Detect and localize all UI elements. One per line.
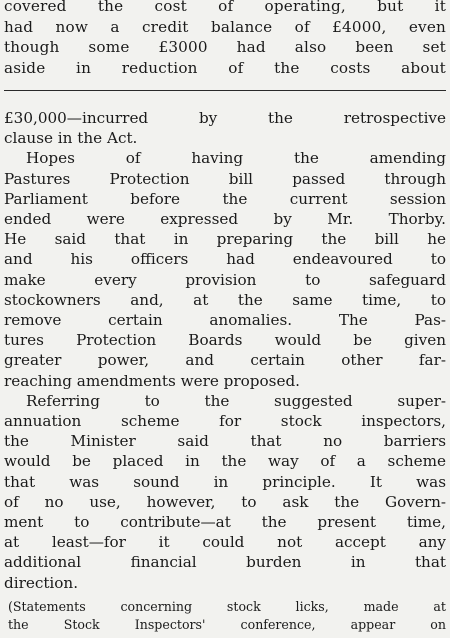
text-line: had now a credit balance of £4000, even <box>4 17 446 36</box>
text-line: reaching amendments were proposed. <box>4 371 301 390</box>
text-line: direction. <box>4 573 79 592</box>
text-line: He said that in preparing the bill he <box>4 230 446 249</box>
text-line: tures Protection Boards would be given <box>4 331 446 350</box>
text-line: aside in reduction of the costs about <box>4 58 446 77</box>
text-line: would be placed in the way of a scheme <box>4 452 446 471</box>
column-divider <box>4 90 446 91</box>
editor-note <box>4 598 446 634</box>
text-line: Parliament before the current session <box>4 189 446 208</box>
text-line: annuation scheme for stock inspectors, <box>4 412 446 431</box>
text-line: greater power, and certain other far- <box>4 351 446 370</box>
text-line: the Minister said that no barriers <box>4 432 446 451</box>
text-line: ended were expressed by Mr. Thorby. <box>4 210 446 229</box>
text-line: clause in the Act. <box>4 129 138 148</box>
text-line: additional financial burden in that <box>4 553 446 572</box>
top-text-fragment <box>4 0 446 78</box>
note-line: the Stock Inspectors' conference, appear on <box>8 617 446 632</box>
text-line: ment to contribute—at the present time, <box>4 513 446 532</box>
text-line: that was sound in principle. It was <box>4 472 446 491</box>
text-line: remove certain anomalies. The Pas- <box>4 311 446 330</box>
text-line: covered the cost of operating, but it <box>4 0 446 15</box>
text-line: £30,000—incurred by the retrospective <box>4 109 446 127</box>
article-body <box>4 108 446 593</box>
text-line: Pastures Protection bill passed through <box>4 169 446 188</box>
paragraph-start-line: Hopes of having the amending <box>26 149 446 168</box>
text-line: and his officers had endeavoured to <box>4 250 446 269</box>
note-line: (Statements concerning stock licks, made at <box>8 599 446 614</box>
text-line: of no use, however, to ask the Govern- <box>4 492 446 511</box>
text-line: though some £3000 had also been set <box>4 38 446 56</box>
text-line: stockowners and, at the same time, to <box>4 290 446 309</box>
text-line: at least—for it could not accept any <box>4 533 446 552</box>
paragraph-start-line: Referring to the suggested super- <box>26 391 446 410</box>
text-line: make every provision to safeguard <box>4 270 446 289</box>
